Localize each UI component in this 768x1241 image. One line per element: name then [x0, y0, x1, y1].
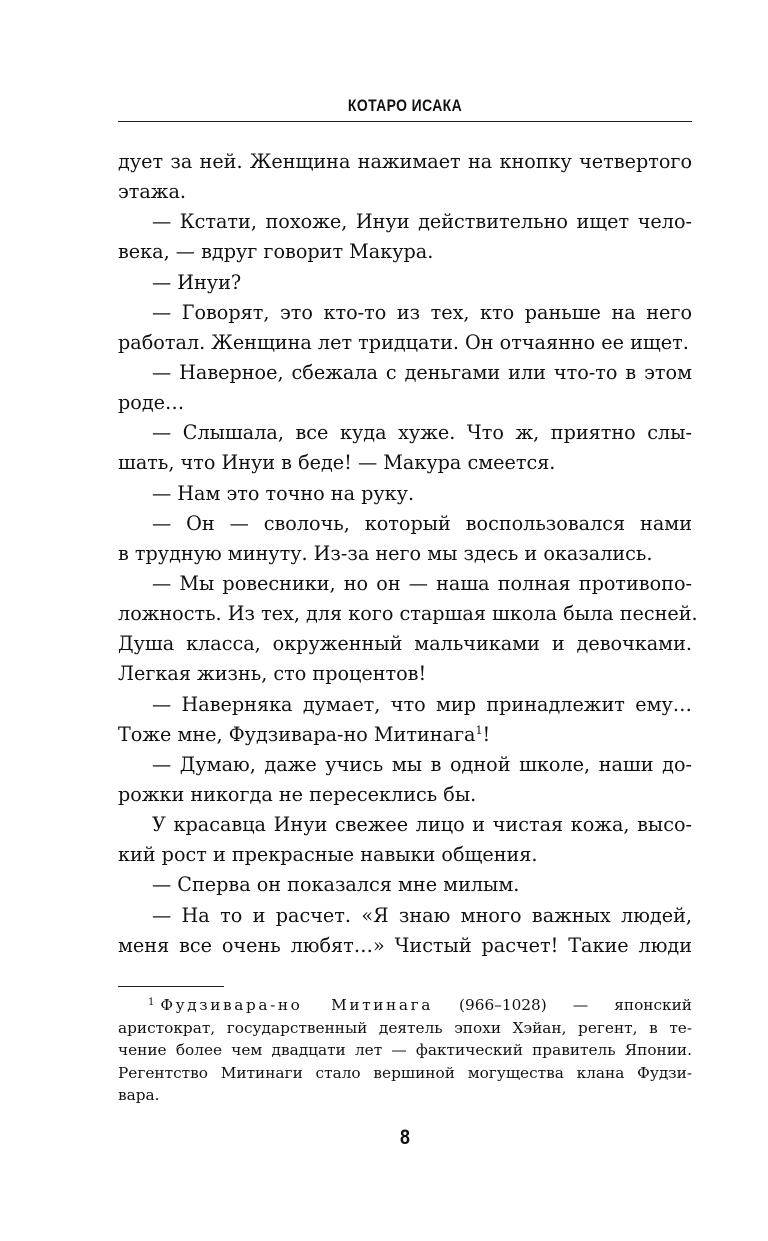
text-line: дует за ней. Женщина нажимает на кнопку четвертого — [118, 150, 692, 173]
text-line: — Нам это точно на руку. — [152, 481, 415, 505]
text-line: Душа класса, окруженный мальчиками и девочками. — [118, 632, 692, 656]
text-line: — Мы ровесники, но он — наша полная противопо- — [152, 571, 692, 595]
text-line: меня все очень любят…» Чистый расчет! Такие люди — [118, 933, 692, 957]
text-line: — Говорят, это кто-то из тех, кто раньше на него — [152, 300, 692, 324]
footnote-text: (966–1028) — японский — [432, 996, 692, 1014]
text-fragment: Тоже мне, Фудзивара-но Митинага — [118, 722, 476, 746]
footnote-reference[interactable]: 1 — [475, 723, 483, 737]
text-line: — Наверное, сбежала с деньгами или что-то в этом — [152, 360, 692, 384]
footnote-rule — [118, 986, 224, 987]
text-line: — Он — сволочь, который воспользовался нами — [152, 511, 692, 535]
text-line: — Слышала, все куда хуже. Что ж, приятно слы- — [152, 421, 692, 445]
text-line: этажа. — [118, 180, 186, 204]
text-line: ложность. Из тех, для кого старшая школа была песней. — [118, 602, 698, 626]
page-number: 8 — [400, 1126, 410, 1149]
text-line: — Инуи? — [152, 270, 242, 294]
text-line: — Думаю, даже учись мы в одной школе, наши до- — [152, 752, 692, 776]
body-text — [118, 147, 698, 961]
text-line: работал. Женщина лет тридцати. Он отчаянно ее ищет. — [118, 330, 689, 354]
footnote-line: чение более чем двадцати лет — фактический правитель Японии. — [118, 1041, 692, 1059]
text-line: роде… — [118, 391, 185, 415]
footnote-term: Фудзивара-но Митинага — [160, 996, 433, 1014]
footnote-marker: 1 — [148, 997, 155, 1008]
text-line: рожки никогда не пересеклись бы. — [118, 782, 477, 806]
text-line: в трудную минуту. Из-за него мы здесь и оказались. — [118, 541, 653, 565]
footnote — [118, 994, 692, 1107]
text-line: — Кстати, похоже, Инуи действительно ищет чело- — [152, 210, 692, 234]
text-line: У красавца Инуи свежее лицо и чистая кожа, высо- — [152, 813, 692, 837]
text-line: — На то и расчет. «Я знаю много важных людей, — [152, 903, 692, 927]
header-rule — [118, 121, 692, 122]
text-line-with-footnote — [118, 720, 692, 750]
text-line: века, — вдруг говорит Макура. — [118, 240, 434, 264]
text-line: кий рост и прекрасные навыки общения. — [118, 843, 538, 867]
text-line: — Сперва он показался мне милым. — [152, 873, 520, 897]
text-line: — Наверняка думает, что мир принадлежит ему… — [152, 692, 692, 716]
footnote-line: вара. — [118, 1086, 160, 1104]
footnote-line: Регентство Митинаги стало вершиной могущества клана Фудзи- — [118, 1063, 692, 1082]
footnote-line — [118, 994, 692, 1017]
text-line: Легкая жизнь, сто процентов! — [118, 662, 427, 686]
footnote-line: аристократ, государственный деятель эпохи Хэйан, регент, в те- — [118, 1018, 692, 1037]
text-line: шать, что Инуи в беде! — Макура смеется. — [118, 451, 556, 475]
running-head-title: КОТАРО ИСАКА — [347, 96, 463, 115]
text-fragment: ! — [482, 722, 491, 746]
